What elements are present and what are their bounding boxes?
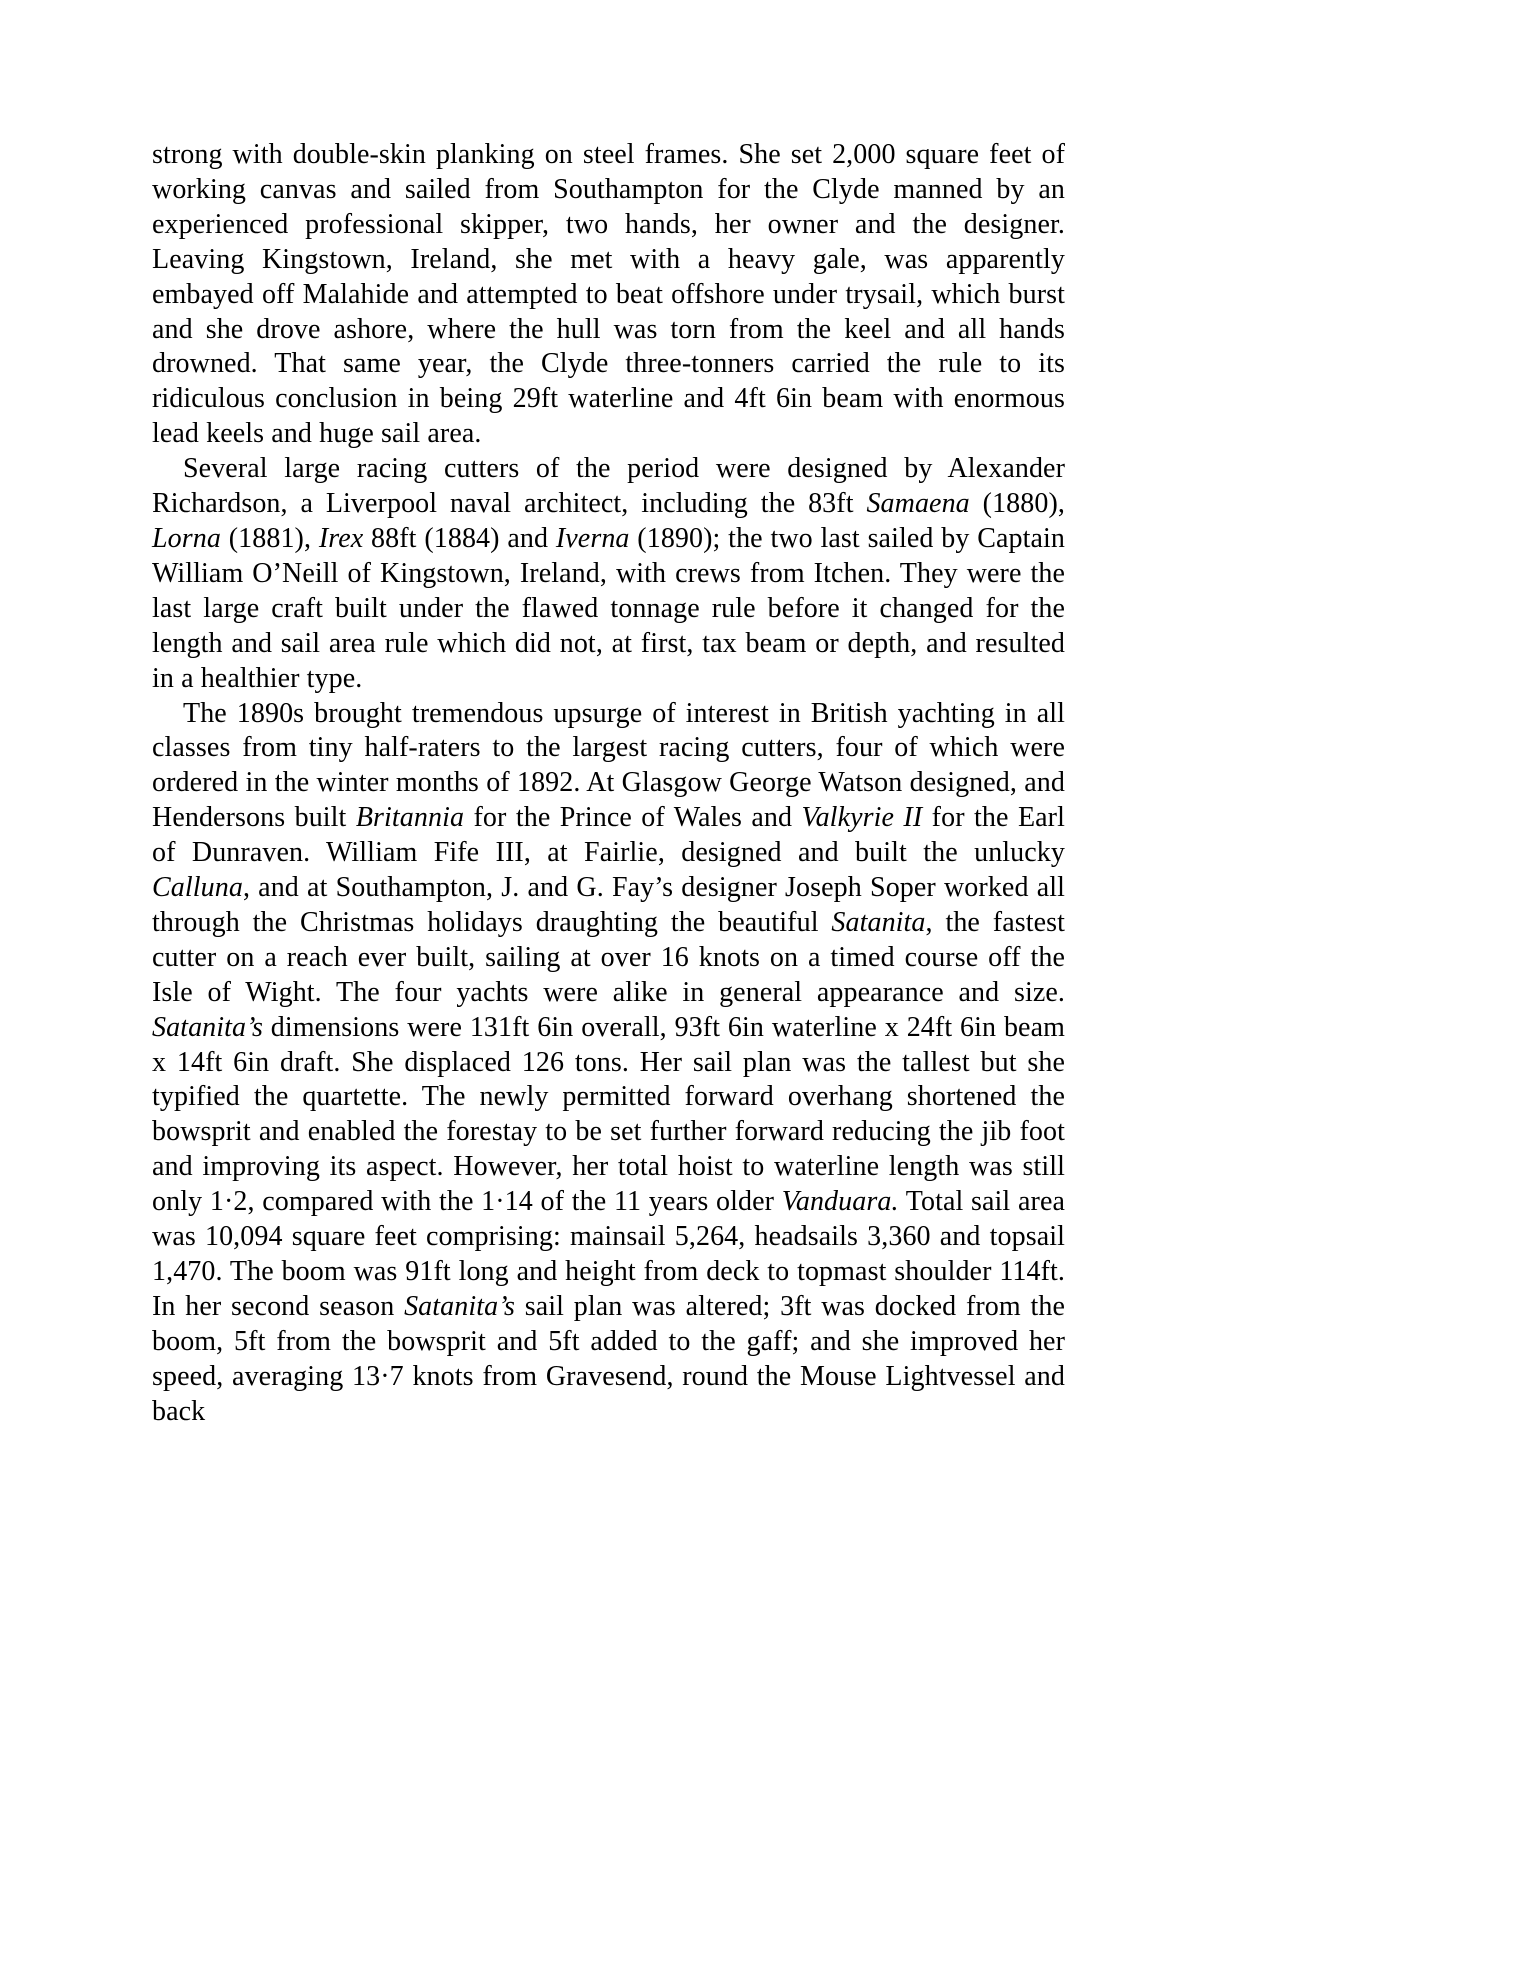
italic-text-run: Satanita’s: [404, 1290, 516, 1322]
text-run: 88ft (1884) and: [363, 522, 556, 554]
italic-text-run: Iverna: [555, 522, 630, 554]
text-run: (1881),: [220, 522, 319, 554]
paragraph-continuation: [152, 138, 1065, 452]
text-run: , and at Southampton, J. and G. Fay’s designer Joseph Soper worked all through the Christmas holidays draughting the beautiful: [152, 872, 1065, 938]
italic-text-run: Satanita: [831, 906, 926, 938]
italic-text-run: Lorna: [152, 522, 221, 554]
text-run: Several large racing cutters of the period were designed by Alexander Richardson, a Liverpool naval architect, including the 83ft: [152, 453, 1065, 520]
italic-text-run: Irex: [318, 522, 364, 554]
text-run: sail plan was altered; 3ft was docked from the boom, 5ft from the bowsprit and 5ft added to the gaff; and she improved her speed, averaging 13·7 knots from Gravesend, round the Mouse Lightvessel and back: [152, 1290, 1066, 1427]
text-run: for the Earl of Dunraven. William Fife III, at Fairlie, designed and built the unlucky: [152, 802, 1065, 869]
text-run: , the fastest cutter on a reach ever built, sailing at over 16 knots on a timed course off the Isle of Wight. The four yachts were alike in general appearance and size.: [152, 906, 1065, 1008]
text-run: strong with double-skin planking on steel frames. She set 2,000 square feet of working canvas and sailed from Southampton for the Clyde manned by an experienced professional skipper, two hands, her owner and the designer. Leaving Kingstown, Ireland, she met with a heavy gale, was apparently embayed off Malahide and attempted to beat offshore under trysail, which burst and she drove ashore, where the hull was torn from the keel and all hands drowned. That same year, the Clyde three-tonners carried the rule to its ridiculous conclusion in being 29ft waterline and 4ft 6in beam with enormous lead keels and huge sail area.: [152, 139, 1065, 450]
paragraph-racing-cutters: [152, 452, 1065, 696]
italic-text-run: Satanita’s: [152, 1011, 263, 1043]
paragraph-1890s-yachting: [152, 697, 1065, 1430]
text-run: Total sail area was 10,094 square feet comprising: mainsail 5,264, headsails 3,360 and topsail 1,470. The boom was 91ft long and height from deck to topmast shoulder 114ft. In her second season: [152, 1186, 1065, 1322]
text-run: (1890); the two last sailed by Captain William O’Neill of Kingstown, Ireland, with crews from Itchen. They were the last large craft built under the flawed tonnage rule before it changed for the length and sail area rule which did not, at first, tax beam or depth, and resulted in a healthier type.: [152, 522, 1065, 694]
italic-text-run: Calluna: [152, 872, 243, 904]
italic-text-run: Vanduara.: [781, 1186, 899, 1218]
italic-text-run: Valkyrie II: [801, 802, 923, 834]
italic-text-run: Britannia: [355, 802, 465, 834]
text-run: The 1890s brought tremendous upsurge of interest in British yachting in all classes from tiny half-raters to the largest racing cutters, four of which were ordered in the winter months of 1892. At Glasgow George Watson designed, and Hendersons built: [152, 697, 1065, 834]
text-run: (1880),: [969, 488, 1065, 520]
text-column: [152, 138, 1065, 1430]
italic-text-run: Samaena: [866, 488, 970, 520]
text-run: for the Prince of Wales and: [464, 802, 802, 834]
text-run: dimensions were 131ft 6in overall, 93ft 6in waterline x 24ft 6in beam x 14ft 6in draft. She displaced 126 tons. Her sail plan was the tallest but she typified the quartette. The newly permitted forward overhang shortened the bowsprit and enabled the forestay to be set further forward reducing the jib foot and improving its aspect. However, her total hoist to waterline length was still only 1·2, compared with the 1·14 of the 11 years older: [152, 1011, 1065, 1218]
